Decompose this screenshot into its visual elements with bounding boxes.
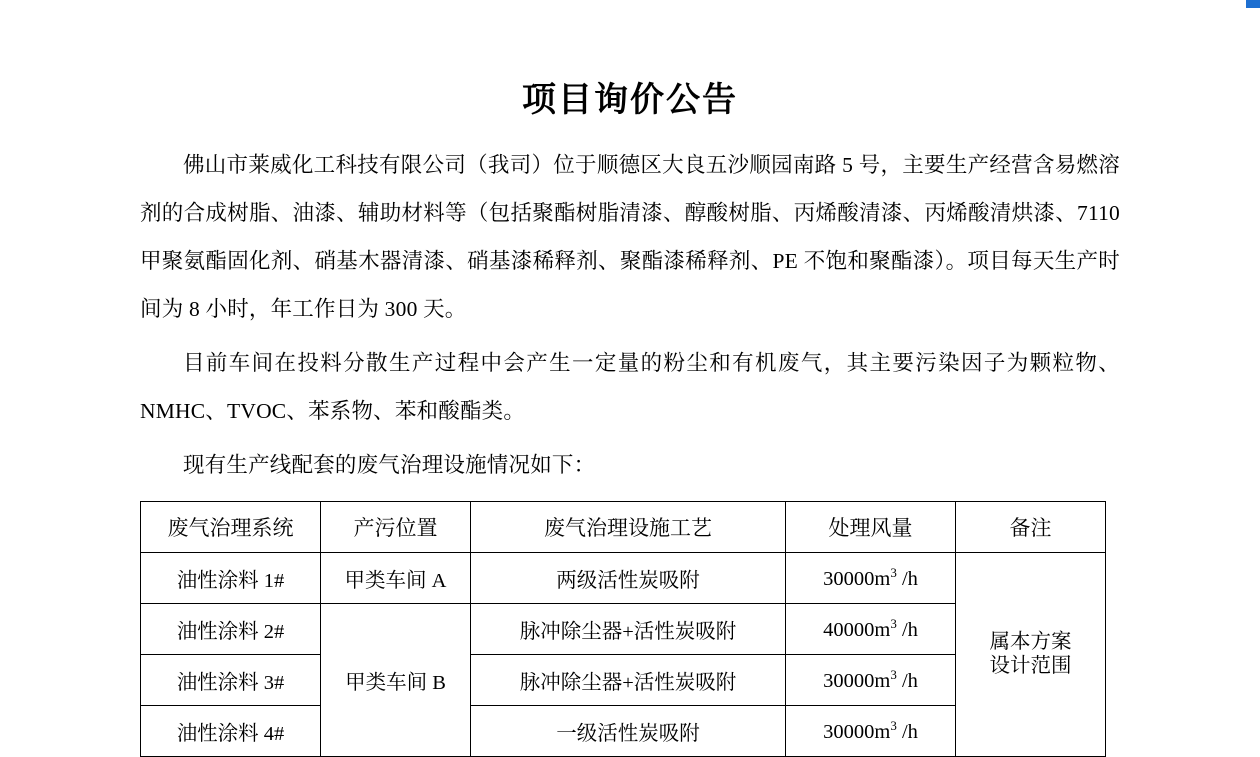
airflow-unit-exponent: 3 [890,718,897,734]
cell-system: 油性涂料 3# [141,655,321,706]
airflow-value: 30000m [823,567,891,590]
waste-gas-treatment-table [140,501,1106,757]
table-header-remark: 备注 [956,502,1106,553]
table-header-system: 废气治理系统 [141,502,321,553]
table-header-row [141,502,1106,553]
cell-location: 甲类车间 B [321,604,471,757]
paragraph-table-lead-in: 现有生产线配套的废气治理设施情况如下： [183,453,596,477]
airflow-suffix: /h [896,720,918,743]
cell-location: 甲类车间 A [321,553,471,604]
paragraph-pollutants: 目前车间在投料分散生产过程中会产生一定量的粉尘和有机废气，其主要污染因子为颗粒物、NMHC、TVOC、苯系物、苯和酸酯类。 [140,351,1120,423]
cell-system: 油性涂料 4# [141,706,321,757]
cell-airflow [786,553,956,604]
document-body [0,8,1260,745]
airflow-unit-exponent: 3 [890,616,897,632]
table-header-airflow: 处理风量 [786,502,956,553]
cell-airflow [786,604,956,655]
airflow-value: 40000m [823,618,891,641]
airflow-unit-exponent: 3 [890,565,897,581]
cell-process: 一级活性炭吸附 [471,706,786,757]
remark-line-1: 属本方案 [989,630,1072,653]
cell-process: 两级活性炭吸附 [471,553,786,604]
page-title: 项目询价公告 [522,82,738,119]
airflow-suffix: /h [896,618,918,641]
table-header-process: 废气治理设施工艺 [471,502,786,553]
scrollbar-thumb[interactable] [1246,0,1260,8]
airflow-suffix: /h [896,567,918,590]
airflow-unit-exponent: 3 [890,667,897,683]
cell-airflow [786,706,956,757]
airflow-value: 30000m [823,669,891,692]
remark-line-2: 设计范围 [989,654,1072,677]
cell-remark [956,553,1106,757]
table-row [141,553,1106,604]
table-header-location: 产污位置 [321,502,471,553]
paragraph-company-intro: 佛山市莱威化工科技有限公司（我司）位于顺德区大良五沙顺园南路 5 号，主要生产经营含易燃溶剂的合成树脂、油漆、辅助材料等（包括聚酯树脂清漆、醇酸树脂、丙烯酸清漆、丙烯酸清烘漆、7110 甲聚氨酯固化剂、硝基木器清漆、硝基漆稀释剂、聚酯漆稀释剂、PE 不饱和聚酯漆）。项目每天生产时间为 8 小时，年工作日为 300 天。 [140,153,1120,321]
cell-airflow [786,655,956,706]
cell-process: 脉冲除尘器+活性炭吸附 [471,604,786,655]
airflow-value: 30000m [823,720,891,743]
cell-process: 脉冲除尘器+活性炭吸附 [471,655,786,706]
airflow-suffix: /h [896,669,918,692]
cell-system: 油性涂料 1# [141,553,321,604]
window-top-edge [0,0,1260,8]
cell-system: 油性涂料 2# [141,604,321,655]
